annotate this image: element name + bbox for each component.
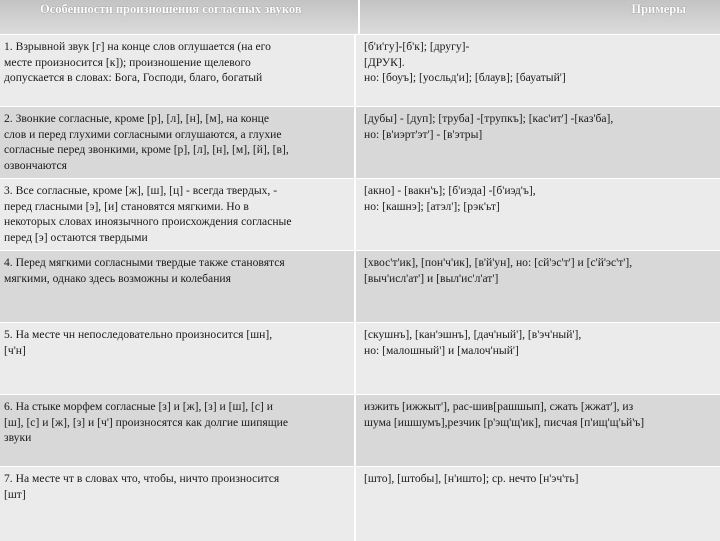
example-line: [ДРУК].: [364, 55, 405, 69]
feature-line: некоторых словах иноязычного происхождения согласные: [4, 215, 292, 229]
feature-cell: [0, 323, 356, 395]
feature-line: перед гласными [э], [и] становятся мягкими. Но в: [4, 199, 249, 213]
feature-line: [шт]: [4, 487, 26, 501]
feature-line: допускается в словах: Бога, Господи, благо, богатый: [4, 71, 263, 85]
feature-line: 4. Перед мягкими согласными твердые также становятся: [4, 256, 285, 269]
example-line: [хвос'т'ик], [пон'ч'ик], [в'й'ун], но: [сй'эс'т'] и [с'й'эс'т'],: [364, 256, 633, 269]
feature-line: согласные перед звонкими, кроме [р], [л], [н], [м], [й], [в],: [4, 143, 289, 157]
feature-cell: [0, 35, 356, 107]
header-features-label: Особенности произношения согласных звуков: [40, 2, 302, 16]
feature-line: мягкими, однако здесь возможны и колебания: [4, 271, 231, 285]
example-line: но: [боуъ]; [уосльд'и]; [блаув]; [бауатый']: [364, 71, 566, 85]
feature-line: месте произносится [к]); произношение щелевого: [4, 55, 251, 69]
example-line: [скушнъ], [кан'эшнъ], [дач'ный'], [в'эч'ный'],: [364, 328, 582, 341]
table-row: [0, 34, 720, 107]
feature-cell: [0, 467, 356, 541]
feature-line: 3. Все согласные, кроме [ж], [ш], [ц] - всегда твердых, -: [4, 184, 278, 197]
feature-cell: [0, 251, 356, 323]
feature-line: 2. Звонкие согласные, кроме [р], [л], [н], [м], на конце: [4, 112, 270, 125]
table-row: [0, 106, 720, 179]
example-line: [выч'исл'ат'] и [выл'ис'л'ат']: [364, 271, 499, 285]
example-line: но: [в'иэрт'эт'] - [в'этры]: [364, 127, 483, 141]
table-header: [0, 0, 720, 34]
example-line: шума [ишшумъ],резчик [р'эщ'щ'ик], писчая [п'ищ'щ'ьй'ъ]: [364, 415, 645, 429]
feature-line: звуки: [4, 431, 32, 445]
header-features-cell: [0, 0, 360, 34]
table-row: [0, 394, 720, 467]
example-line: [б'и'гу]-[б'к]; [другу]-: [364, 40, 470, 53]
example-line: [акно] - [вакн'ъ]; [б'иэда] -[б'иэд'ъ],: [364, 184, 536, 197]
header-examples-cell: [360, 0, 720, 34]
feature-line: [ш], [с] и [ж], [з] и [ч'] произносятся как долгие шипящие: [4, 415, 289, 429]
example-cell: [358, 323, 720, 395]
example-line: [дубы] - [дуп]; [труба] -[трупкъ]; [кас'ит'] -[каз'ба],: [364, 112, 614, 125]
example-line: но: [кашнэ]; [атэл']; [рэк'ьт]: [364, 199, 500, 213]
example-cell: [358, 179, 720, 251]
feature-line: 5. На месте чн непоследовательно произносится [шн],: [4, 328, 273, 341]
example-cell: [358, 107, 720, 179]
feature-cell: [0, 395, 356, 467]
example-line: но: [малошный'] и [малоч'ный']: [364, 343, 519, 357]
table-row: [0, 178, 720, 251]
feature-line: слов и перед глухими согласными оглушаются, а глухие: [4, 127, 282, 141]
feature-line: озвончаются: [4, 158, 67, 172]
table-row: [0, 466, 720, 541]
feature-line: 6. На стыке морфем согласные [з] и [ж], [з] и [ш], [с] и: [4, 400, 273, 413]
example-cell: [358, 251, 720, 323]
feature-cell: [0, 107, 356, 179]
feature-line: [ч'н]: [4, 343, 26, 357]
feature-line: 7. На месте чт в словах что, чтобы, ничто произносится: [4, 472, 280, 485]
feature-line: перед [э] остаются твердыми: [4, 230, 148, 244]
feature-cell: [0, 179, 356, 251]
table-row: [0, 250, 720, 323]
example-line: [што], [штобы], [н'ишто]; ср. нечто [н'эч'ть]: [364, 472, 579, 485]
table-row: [0, 322, 720, 395]
example-line: изжить [ижжыт'], рас-шив[рашшып], сжать [жжат'], из: [364, 400, 634, 413]
example-cell: [358, 395, 720, 467]
header-examples-label: Примеры: [631, 2, 686, 16]
example-cell: [358, 467, 720, 541]
feature-line: 1. Взрывной звук [г] на конце слов оглушается (на его: [4, 40, 271, 53]
example-cell: [358, 35, 720, 107]
